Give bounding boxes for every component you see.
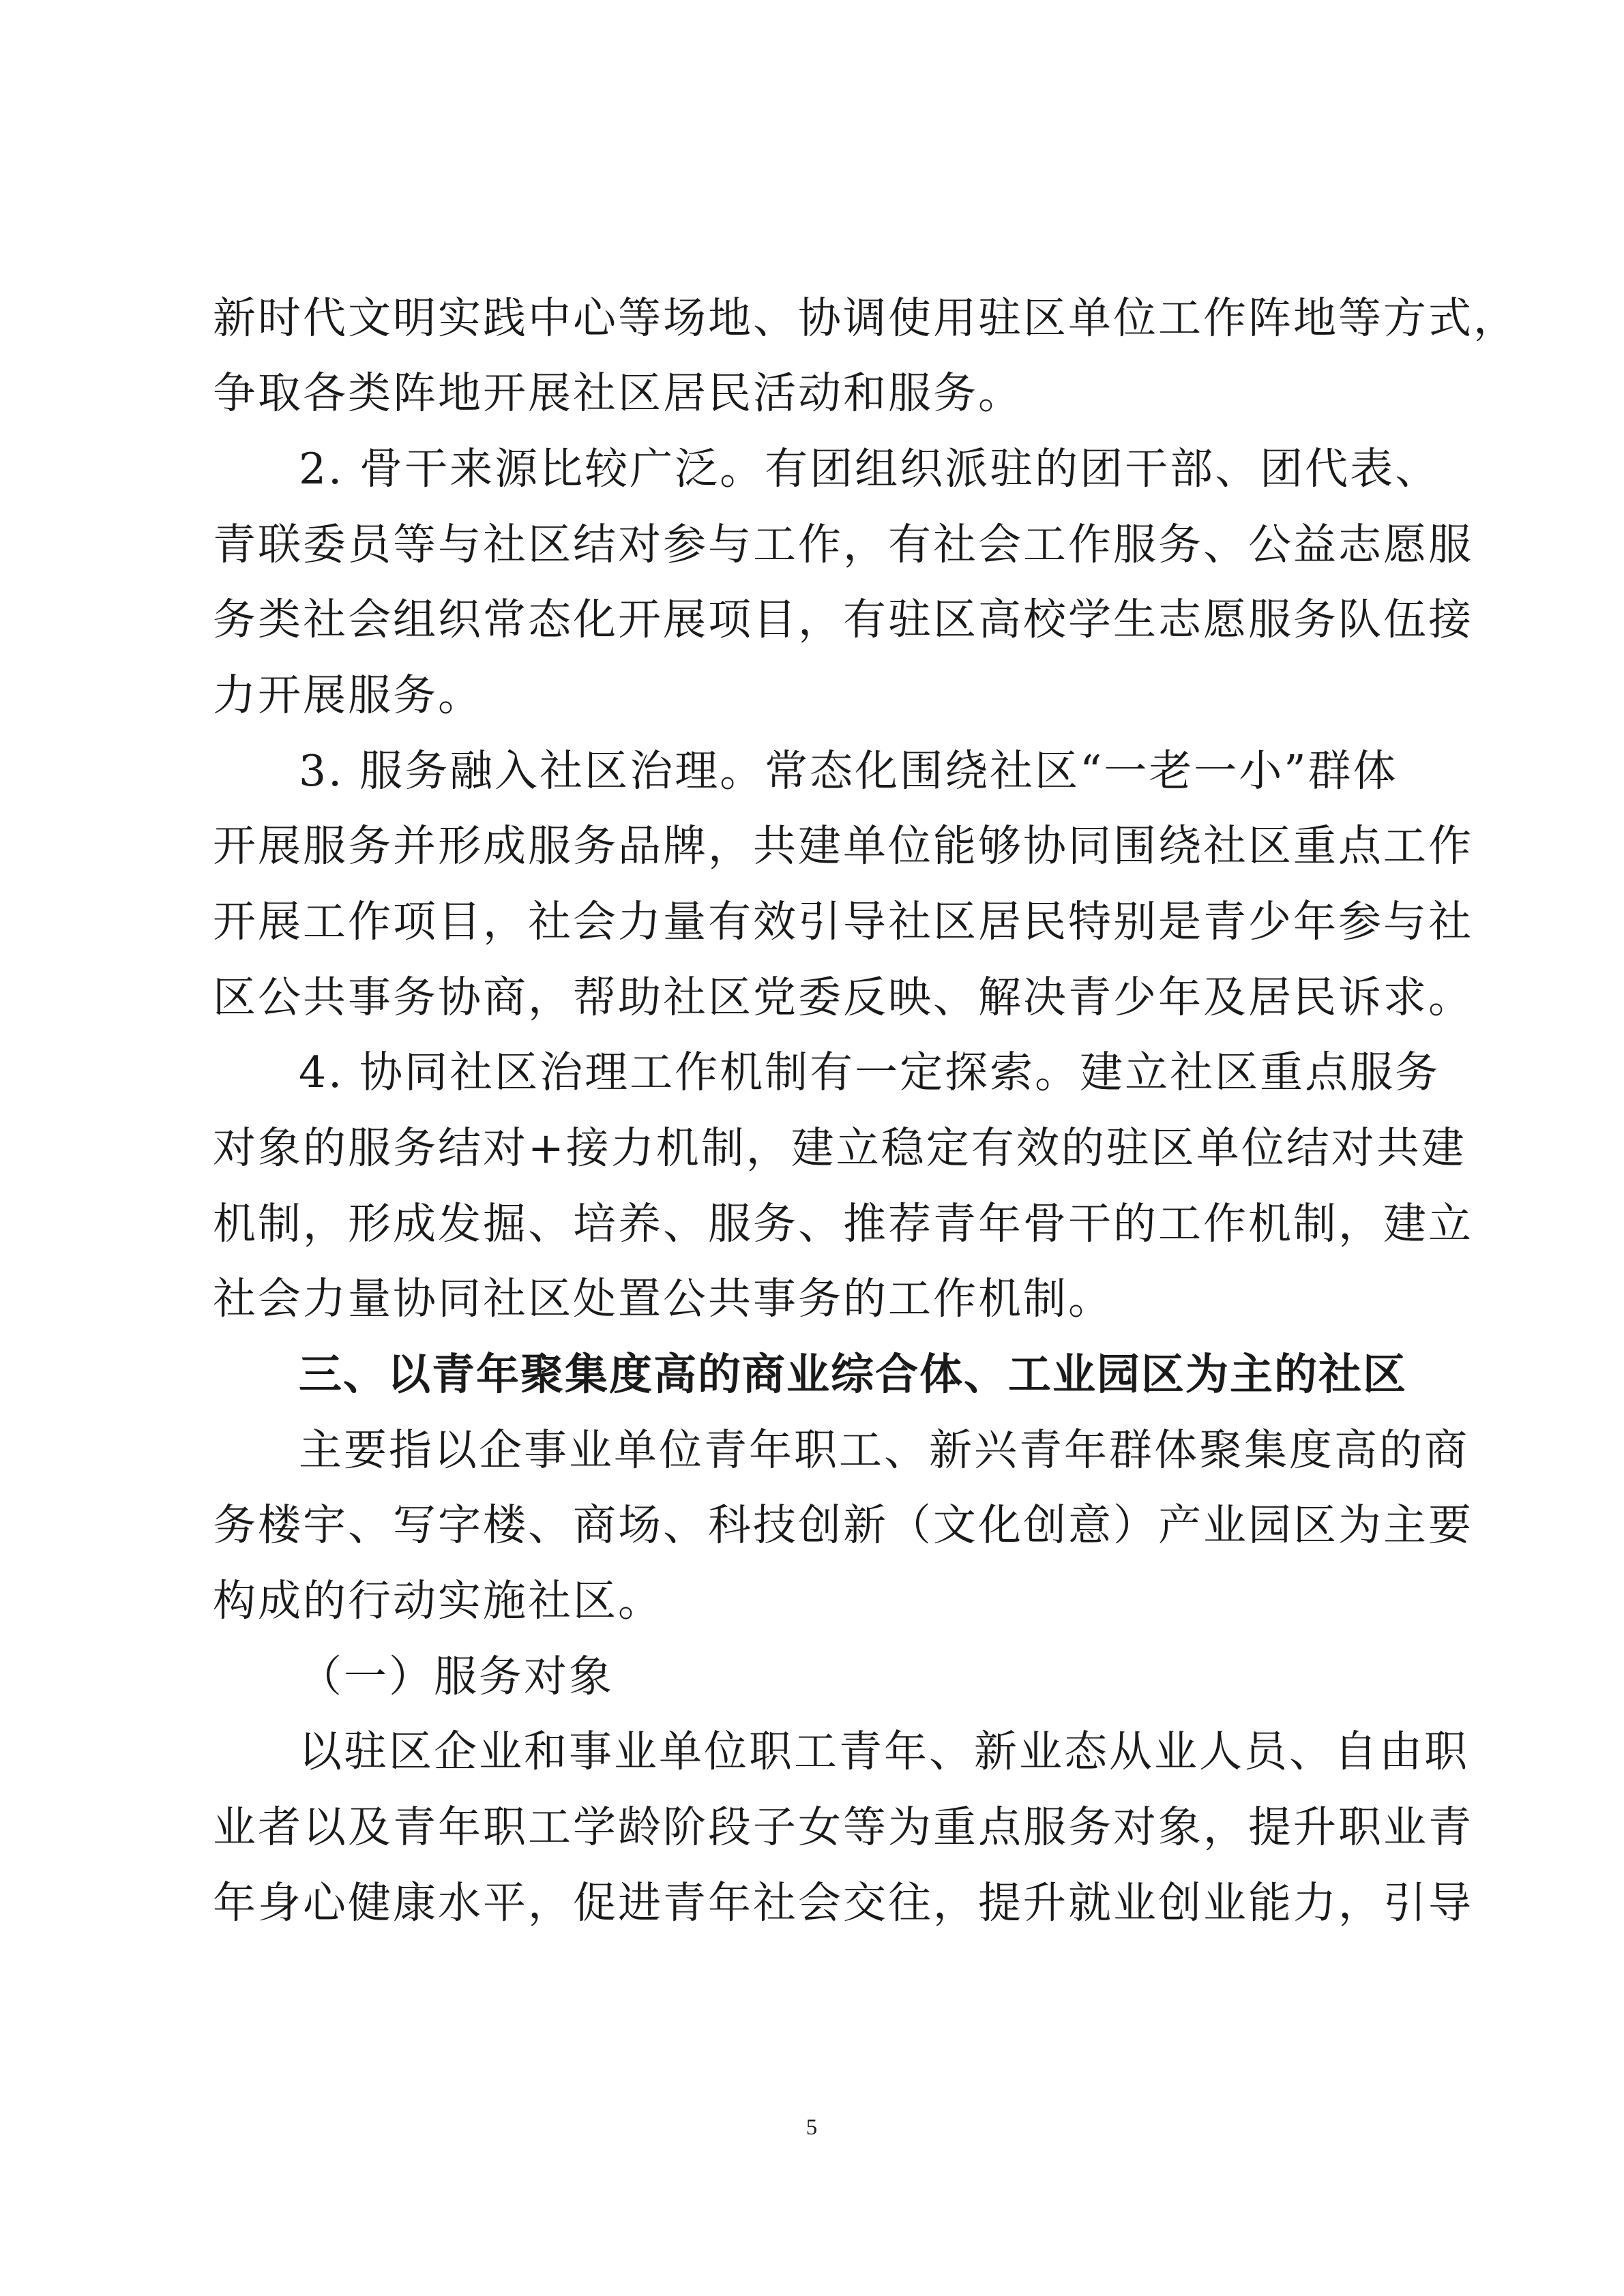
text-line: 争取各类阵地开展社区居民活动和服务。 (213, 368, 1023, 418)
page-number: 5 (806, 2115, 818, 2140)
text-line: 青联委员等与社区结对参与工作，有社会工作服务、公益志愿服 (213, 520, 1473, 569)
text-line: 新时代文明实践中心等场地、协调使用驻区单位工作阵地等方式， (213, 293, 1518, 343)
subsection-heading: （一）服务对象 (299, 1652, 614, 1701)
text-line: 2. 骨干来源比较广泛。有团组织派驻的团干部、团代表、 (299, 444, 1441, 494)
text-line: 社会力量协同社区处置公共事务的工作机制。 (213, 1274, 1113, 1324)
text-line: 3. 服务融入社区治理。常态化围绕社区“一老一小”群体 (299, 746, 1398, 796)
text-line: 区公共事务协商，帮助社区党委反映、解决青少年及居民诉求。 (213, 972, 1473, 1022)
text-line: 务楼宇、写字楼、商场、科技创新（文化创意）产业园区为主要 (213, 1500, 1473, 1550)
text-line: 机制，形成发掘、培养、服务、推荐青年骨干的工作机制，建立 (213, 1199, 1473, 1249)
text-line: 力开展服务。 (213, 670, 483, 720)
text-line: 务类社会组织常态化开展项目，有驻区高校学生志愿服务队伍接 (213, 595, 1473, 644)
text-line: 对象的服务结对+接力机制，建立稳定有效的驻区单位结对共建 (213, 1123, 1466, 1173)
text-line: 年身心健康水平，促进青年社会交往，提升就业创业能力，引导 (213, 1878, 1473, 1928)
text-line: 构成的行动实施社区。 (213, 1576, 663, 1626)
text-line: 主要指以企事业单位青年职工、新兴青年群体聚集度高的商 (299, 1425, 1469, 1475)
text-line: 4. 协同社区治理工作机制有一定探索。建立社区重点服务 (299, 1047, 1441, 1097)
section-heading: 三、以青年聚集度高的商业综合体、工业园区为主的社区 (299, 1350, 1407, 1399)
text-line: 开展工作项目，社会力量有效引导社区居民特别是青少年参与社 (213, 897, 1473, 946)
text-line: 开展服务并形成服务品牌，共建单位能够协同围绕社区重点工作 (213, 821, 1473, 871)
text-line: 以驻区企业和事业单位职工青年、新业态从业人员、自由职 (299, 1727, 1469, 1776)
text-line: 业者以及青年职工学龄阶段子女等为重点服务对象，提升职业青 (213, 1802, 1473, 1852)
